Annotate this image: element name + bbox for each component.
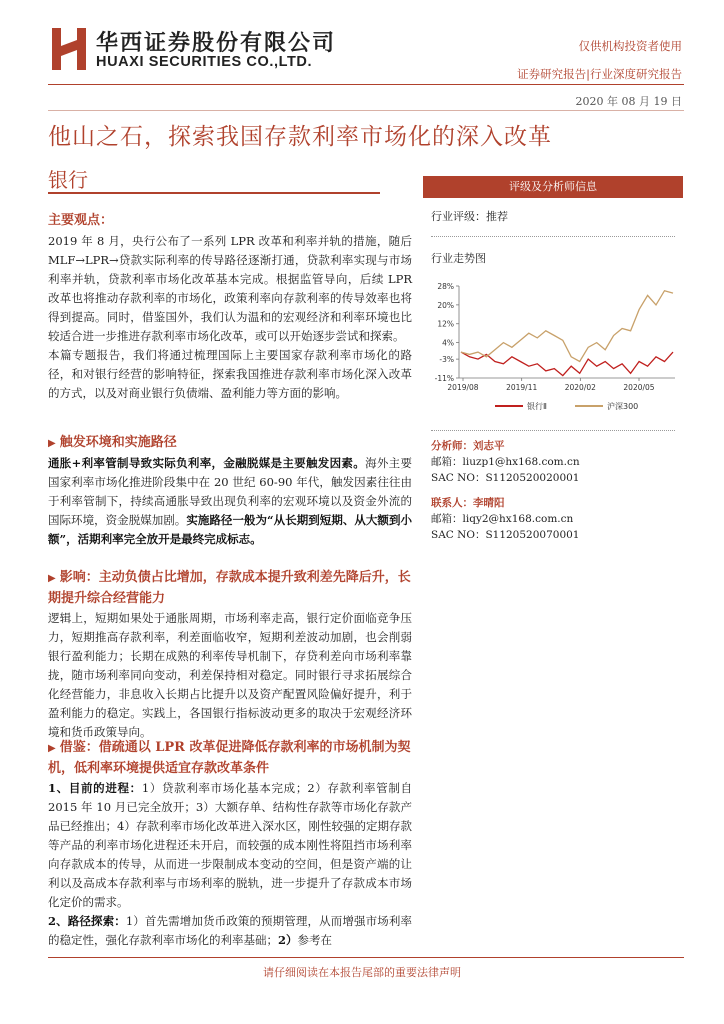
industry-trend-chart [425,278,683,418]
arrow-icon: ▶ [48,743,56,754]
analyst-1-sac: SAC NO：S1120520020001 [431,472,580,484]
panel-divider [431,430,675,431]
section-heading: ▶ 触发环境和实施路径 [48,435,177,450]
y-tick-label: 20% [437,300,454,310]
footer-divider [48,957,684,958]
header-divider [48,84,684,85]
section-lessons [48,738,412,950]
analyst-1-email[interactable]: 邮箱：liuzp1@hx168.com.cn [431,456,580,468]
y-tick-label: -3% [439,355,454,365]
y-tick-label: 4% [442,338,454,348]
section-body: 2、路径探索：1）首先需增加货币政策的预期管理，从而增强市场利率的稳定性，强化存款利率市场化的利率基础；2）参考在 [48,914,412,947]
sector-label: 银行 [48,168,88,192]
main-points-heading: 主要观点： [48,213,114,228]
x-tick-label: 2020/02 [564,383,596,392]
industry-rating: 行业评级：推荐 [431,210,508,223]
audience-note: 仅供机构投资者使用 [578,39,682,53]
report-title: 他山之石，探索我国存款利率市场化的深入改革 [48,124,552,150]
section-body: 1、目前的进程：1）贷款利率市场化基本完成；2）存款利率管制自 2015 年 10 月已完全放开；3）大额存单、结构性存款等市场化存款产品已经推出；4）存款利率市场化改革进入深水区，刚性较强的定期存款等产品的利率市场化进程还未开启，而较强的成本刚性将阻挡市场利率向存款成本的传导，从而进一步限制成本变动的空间，但是资产端的让利以及高成本存款利率与市场利率的脱轨，进一步提升了存款成本市场化定价的需求。 [48,781,412,909]
x-tick-label: 2019/11 [506,383,538,392]
date-divider [48,110,684,111]
rating-panel-header: 评级及分析师信息 [423,176,683,198]
analyst-2-name: 联系人：李晴阳 [431,497,505,509]
report-type: 证券研究报告|行业深度研究报告 [517,67,682,81]
section-trigger [48,433,412,549]
y-tick-label: 12% [437,319,454,329]
section-impact [48,568,412,742]
legal-notice[interactable]: 请仔细阅读在本报告尾部的重要法律声明 [263,966,461,979]
report-date: 2020 年 08 月 19 日 [575,95,682,108]
x-tick-label: 2020/05 [623,383,655,392]
analyst-1 [431,438,580,486]
arrow-icon: ▶ [48,438,56,449]
company-name-en: HUAXI SECURITIES CO.,LTD. [96,54,313,70]
summary-block [48,232,412,403]
summary-paragraph-1: 2019 年 8 月，央行公布了一系列 LPR 改革和利率并轨的措施，随后 MLF→LPR→贷款实际利率的传导路径逐渐打通，贷款利率实现与市场利率并轨，贷款利率市场化改革基本完成。根据监管导向，后续 LPR 改革也将推动存款利率的市场化，政策利率向存款利率的传导效率也将得到提高。同时，借鉴国外，我们认为温和的宏观经济和利率环境也比较适合进一步推进存款利率市场化改革，或可以开始逐步尝试和探索。 [48,234,412,343]
panel-divider [431,236,675,237]
series-line-2 [461,291,673,362]
y-tick-label: -11% [434,374,454,383]
analyst-2 [431,495,579,543]
section-heading: ▶ 影响：主动负债占比增加，存款成本提升致利差先降后升，长期提升综合经营能力 [48,570,411,606]
analyst-2-email[interactable]: 邮箱：liqy2@hx168.com.cn [431,513,574,525]
section-body: 逻辑上，短期如果处于通胀周期，市场利率走高，银行定价面临竞争压力，短期推高存款利率，利差面临收窄，短期利差波动加剧，也会削弱银行盈利能力；长期在成熟的利率传导机制下，存贷利差向市场利率靠拢，随市场利率同向变动，利差保持相对稳定。同时银行寻求拓展综合化经营能力，非息收入长期占比提升以及资产配置风险偏好提升，利于盈利能力的稳定。实践上，各国银行指标波动更多的取决于宏观经济环境和货币政策导向。 [48,611,412,739]
analyst-1-name: 分析师：刘志平 [431,440,505,452]
company-name-cn: 华西证券股份有限公司 [96,31,337,56]
summary-paragraph-2: 本篇专题报告，我们将通过梳理国际上主要国家存款利率市场化的路径，和对银行经营的影响特征，探索我国推进存款利率市场化深入改革的方式，以及对商业银行负债端、盈利能力等方面的影响。 [48,348,412,400]
sector-underline [48,192,380,194]
section-body: 通胀+利率管制导致实际负利率，金融脱媒是主要触发因素。海外主要国家利率市场化推进阶段集中在 20 世纪 60-90 年代，触发因素往往由于利率管制下，持续高通胀导致出现负利率的宏观环境以及资金外流的国际环境，资金脱媒加剧。实施路径一般为“从长期到短期、从大额到小额”，活期利率完全放开是最终完成标志。 [48,456,412,546]
legend-label: 银行Ⅱ [527,402,547,411]
section-heading: ▶ 借鉴：借疏通以 LPR 改革促进降低存款利率的市场机制为契机，低利率环境提供适宜存款改革条件 [48,740,411,776]
trend-chart-title: 行业走势图 [431,252,486,265]
arrow-icon: ▶ [48,573,56,584]
y-tick-label: 28% [437,282,454,291]
x-tick-label: 2019/08 [447,383,479,392]
series-line-1 [461,352,673,376]
huaxi-logo-mark [52,28,86,70]
analyst-2-sac: SAC NO：S1120520070001 [431,529,580,541]
legend-label: 沪深300 [607,402,639,411]
